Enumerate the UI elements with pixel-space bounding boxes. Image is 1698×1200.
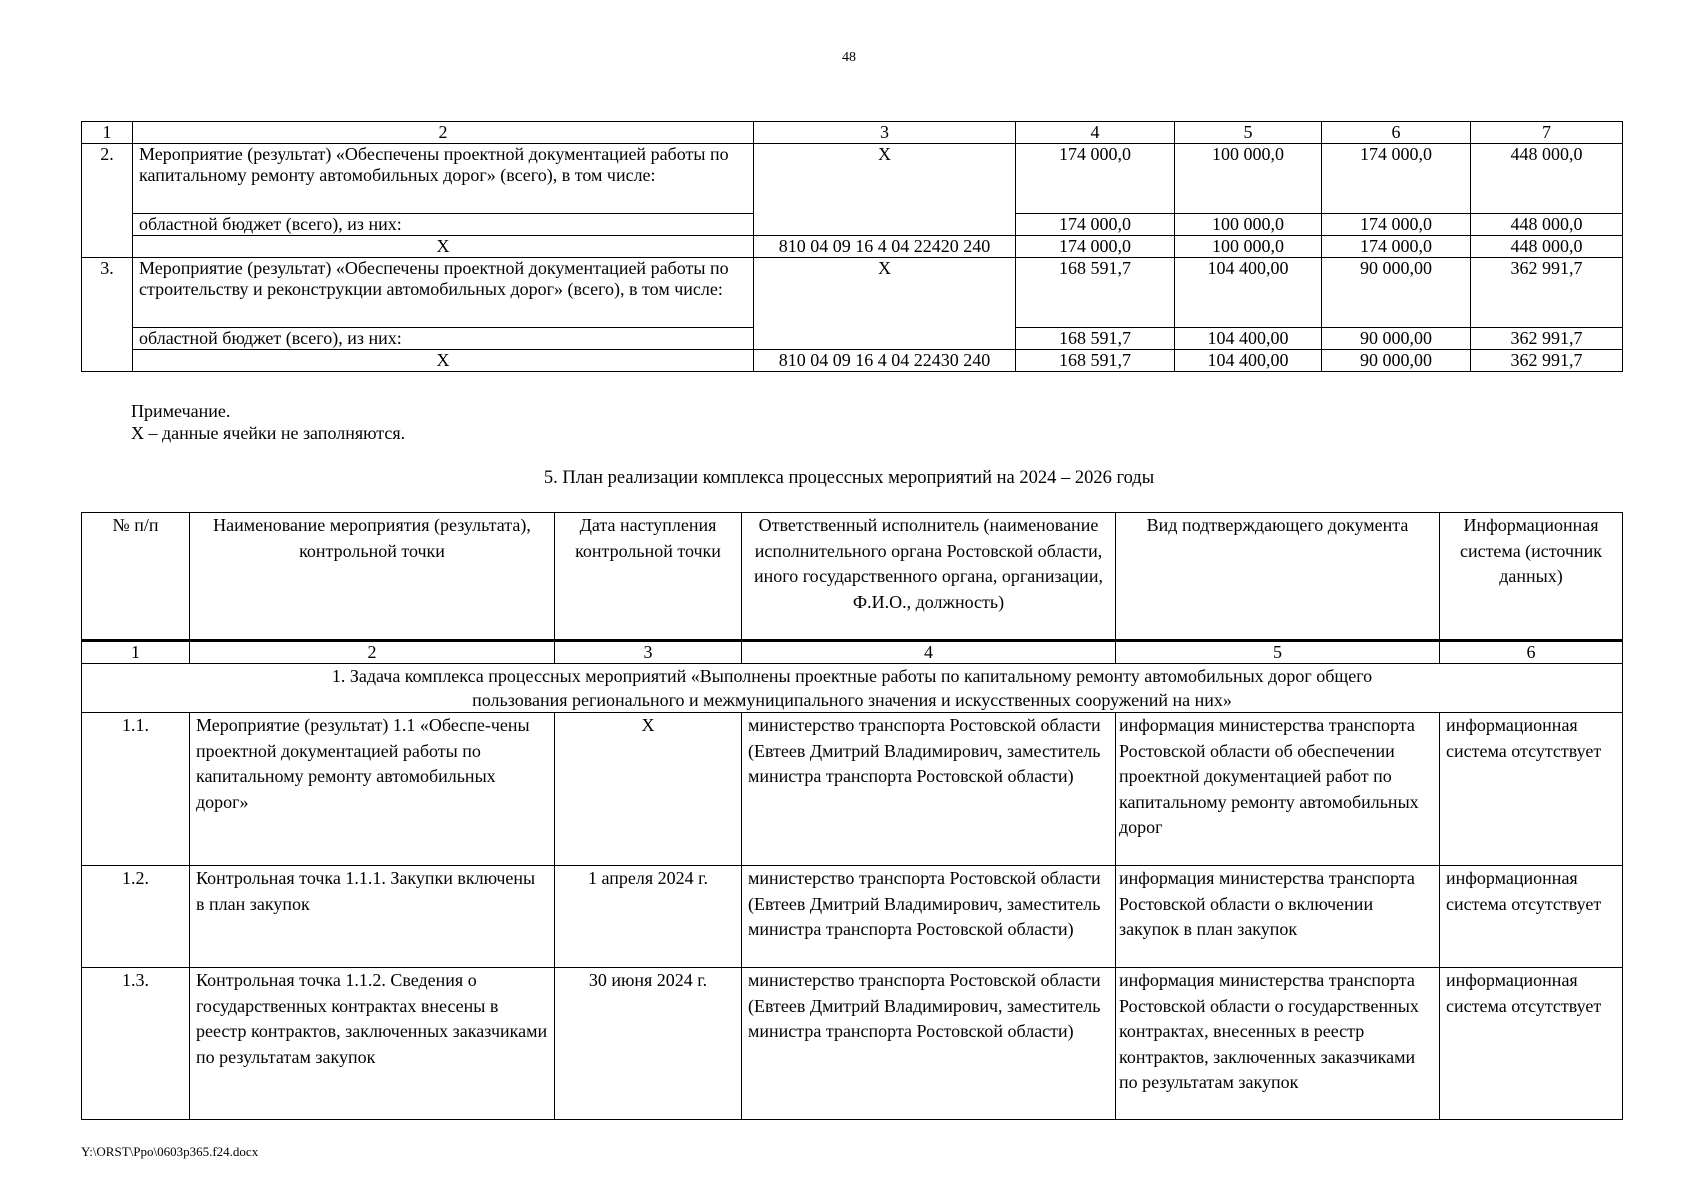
value-col6: 90 000,00 (1322, 350, 1471, 372)
activity-name: Мероприятие (результат) 1.1 «Обеспе-чены проектной документацией работы по капитальному ремонту автомобильных дорог» (190, 713, 555, 866)
row-number: 1.2. (82, 866, 190, 968)
value-col7: 448 000,0 (1471, 144, 1623, 214)
budget-code: 810 04 09 16 4 04 22420 240 (754, 236, 1016, 258)
value-col4: 174 000,0 (1016, 214, 1175, 236)
col-header-4: 4 (1016, 122, 1175, 144)
col-number: 4 (742, 641, 1116, 664)
header-system: Информационная система (источник данных) (1440, 513, 1623, 641)
col-number: 6 (1440, 641, 1623, 664)
header-document: Вид подтверждающего документа (1116, 513, 1440, 641)
confirming-document: информация министерства транспорта Ростовской области о включении закупок в план закупок (1116, 866, 1440, 968)
value-col5: 100 000,0 (1175, 214, 1322, 236)
task-row (82, 664, 1623, 713)
value-col5: 104 400,00 (1175, 350, 1322, 372)
col-header-3: 3 (754, 122, 1016, 144)
executor: министерство транспорта Ростовской области (Евтеев Дмитрий Владимирович, заместитель министра транспорта Ростовской области) (742, 866, 1116, 968)
value-col4: 168 591,7 (1016, 328, 1175, 350)
budget-table-header (82, 122, 1623, 144)
value-col5: 104 400,00 (1175, 328, 1322, 350)
page-number: 48 (842, 50, 856, 65)
budget-source: областной бюджет (всего), из них: (133, 328, 754, 350)
plan-table-header (82, 513, 1623, 641)
task-text: 1. Задача комплекса процессных мероприятий «Выполнены проектные работы по капитальному ремонту автомобильных дорог общего пользования регионального и межмуниципального значения и искусственных сооружений на них» (82, 664, 1623, 713)
na-cell: Х (133, 350, 754, 372)
row-number: 1.3. (82, 968, 190, 1120)
col-header-2: 2 (133, 122, 754, 144)
budget-code: Х (754, 144, 1016, 236)
activity-name: Мероприятие (результат) «Обеспечены проектной документацией работы по строительству и реконструкции автомобильных дорог» (всего), в том числе: (133, 258, 754, 328)
budget-source: областной бюджет (всего), из них: (133, 214, 754, 236)
table-row (82, 866, 1623, 968)
value-col7: 362 991,7 (1471, 350, 1623, 372)
table-row (82, 144, 1623, 214)
value-col5: 100 000,0 (1175, 236, 1322, 258)
header-date: Дата наступления контрольной точки (555, 513, 742, 641)
value-col5: 104 400,00 (1175, 258, 1322, 328)
col-header-6: 6 (1322, 122, 1471, 144)
checkpoint-date: 30 июня 2024 г. (555, 968, 742, 1120)
value-col7: 362 991,7 (1471, 258, 1623, 328)
col-header-7: 7 (1471, 122, 1623, 144)
value-col4: 174 000,0 (1016, 144, 1175, 214)
table-row (82, 713, 1623, 866)
row-number: 3. (82, 258, 133, 372)
table-row (82, 350, 1623, 372)
value-col7: 448 000,0 (1471, 236, 1623, 258)
col-number: 5 (1116, 641, 1440, 664)
col-header-1: 1 (82, 122, 133, 144)
value-col4: 168 591,7 (1016, 258, 1175, 328)
checkpoint-date: 1 апреля 2024 г. (555, 866, 742, 968)
budget-code: Х (754, 258, 1016, 350)
activity-name: Контрольная точка 1.1.2. Сведения о государственных контрактах внесены в реестр контрактов, заключенных заказчиками по результатам закупок (190, 968, 555, 1120)
note-text: Х – данные ячейки не заполняются. (131, 423, 406, 443)
value-col7: 362 991,7 (1471, 328, 1623, 350)
information-system: информационная система отсутствует (1440, 866, 1623, 968)
executor: министерство транспорта Ростовской области (Евтеев Дмитрий Владимирович, заместитель министра транспорта Ростовской области) (742, 713, 1116, 866)
information-system: информационная система отсутствует (1440, 968, 1623, 1120)
value-col6: 174 000,0 (1322, 236, 1471, 258)
checkpoint-date: Х (555, 713, 742, 866)
confirming-document: информация министерства транспорта Ростовской области об обеспечении проектной документацией работ по капитальному ремонту автомобильных дорог (1116, 713, 1440, 866)
row-number: 1.1. (82, 713, 190, 866)
na-cell: Х (133, 236, 754, 258)
col-number: 1 (82, 641, 190, 664)
col-number: 2 (190, 641, 555, 664)
executor: министерство транспорта Ростовской области (Евтеев Дмитрий Владимирович, заместитель министра транспорта Ростовской области) (742, 968, 1116, 1120)
value-col7: 448 000,0 (1471, 214, 1623, 236)
budget-table (81, 121, 1623, 372)
activity-name: Контрольная точка 1.1.1. Закупки включены в план закупок (190, 866, 555, 968)
value-col6: 174 000,0 (1322, 144, 1471, 214)
value-col4: 174 000,0 (1016, 236, 1175, 258)
row-number: 2. (82, 144, 133, 258)
column-numbers-row (82, 641, 1623, 664)
note (131, 400, 405, 444)
value-col6: 90 000,00 (1322, 258, 1471, 328)
col-number: 3 (555, 641, 742, 664)
table-row (82, 236, 1623, 258)
value-col4: 168 591,7 (1016, 350, 1175, 372)
activity-name: Мероприятие (результат) «Обеспечены проектной документацией работы по капитальному ремонту автомобильных дорог» (всего), в том числе: (133, 144, 754, 214)
table-row (82, 968, 1623, 1120)
section-title: 5. План реализации комплекса процессных мероприятий на 2024 – 2026 годы (543, 468, 1155, 488)
information-system: информационная система отсутствует (1440, 713, 1623, 866)
col-header-5: 5 (1175, 122, 1322, 144)
plan-table (81, 512, 1623, 1120)
value-col6: 90 000,00 (1322, 328, 1471, 350)
file-path-footer: Y:\ORST\Ppo\0603p365.f24.docx (81, 1144, 259, 1159)
value-col5: 100 000,0 (1175, 144, 1322, 214)
budget-code: 810 04 09 16 4 04 22430 240 (754, 350, 1016, 372)
table-row (82, 258, 1623, 328)
value-col6: 174 000,0 (1322, 214, 1471, 236)
header-executor: Ответственный исполнитель (наименование исполнительного органа Ростовской области, иного государственного органа, организации, Ф.И.О., должность) (742, 513, 1116, 641)
header-number: № п/п (82, 513, 190, 641)
note-title: Примечание. (131, 401, 231, 421)
confirming-document: информация министерства транспорта Ростовской области о государственных контрактах, внесенных в реестр контрактов, заключенных заказчиками по результатам закупок (1116, 968, 1440, 1120)
header-name: Наименование мероприятия (результата), контрольной точки (190, 513, 555, 641)
